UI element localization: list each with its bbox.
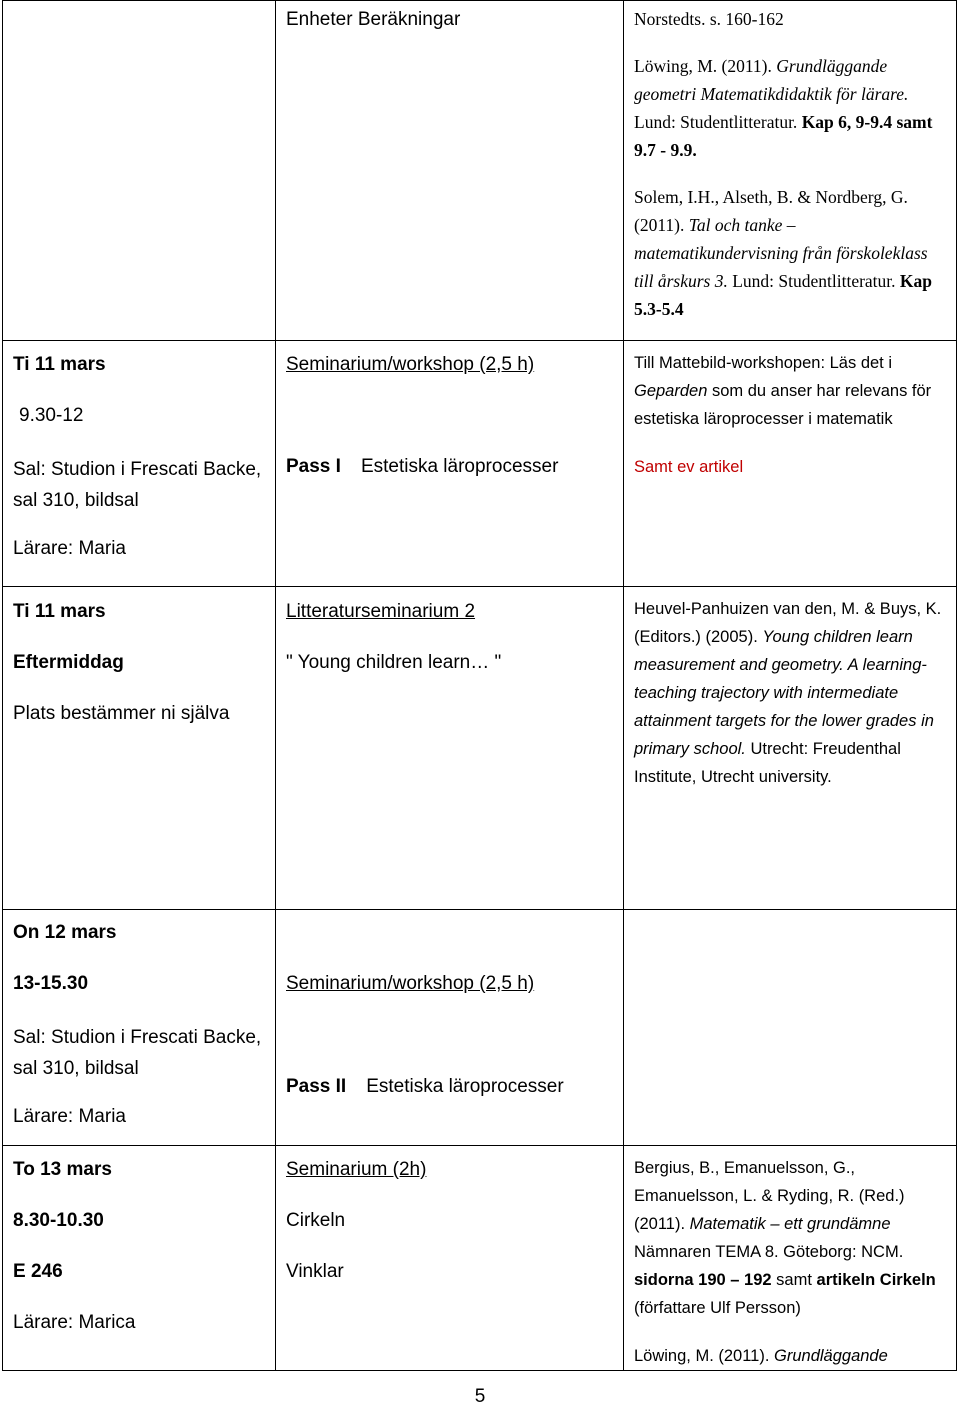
row2-date-cell <box>3 341 276 587</box>
row4-literature-cell <box>624 910 957 1146</box>
time-label: 8.30-10.30 <box>13 1210 104 1231</box>
table-row <box>3 587 957 910</box>
table-row <box>3 910 957 1146</box>
activity-heading: Seminarium/workshop (2,5 h) <box>286 973 535 994</box>
teacher-label: Lärare: Marica <box>13 1312 136 1333</box>
activity-title: Enheter Beräkningar <box>286 9 461 30</box>
reference-heuvel: Heuvel-Panhuizen van den, M. & Buys, K. (Editors.) (2005). Young children learn measurement and geometry. A learning-teaching trajectory with intermediate attainment targets for the lower grades in primary school. Utrecht: Freudenthal Institute, Utrecht university. <box>634 600 942 786</box>
table-row <box>3 1146 957 1371</box>
page-number: 5 <box>474 1386 486 1407</box>
pass-line: Pass II Estetiska läroprocesser <box>286 1076 564 1097</box>
row3-activity-cell <box>276 587 624 910</box>
row2-literature-cell <box>624 341 957 587</box>
room-label: E 246 <box>13 1261 63 1282</box>
table-row <box>3 341 957 587</box>
seminar-topic: " Young children learn… " <box>286 652 502 673</box>
activity-heading: Seminarium (2h) <box>286 1159 427 1180</box>
teacher-label: Lärare: Maria <box>13 538 126 559</box>
place-label: Plats bestämmer ni själva <box>13 703 230 724</box>
day-label: Ti 11 mars <box>13 354 106 375</box>
row5-literature-cell <box>624 1146 957 1371</box>
row3-date-cell <box>3 587 276 910</box>
schedule-table <box>2 0 957 1371</box>
activity-heading: Litteraturseminarium 2 <box>286 601 476 622</box>
topic-vinklar: Vinklar <box>286 1261 344 1282</box>
row1-literature-cell <box>624 1 957 341</box>
reference-solem: Solem, I.H., Alseth, B. & Nordberg, G. (2011). Tal och tanke – matematikundervisning från förskoleklass till årskurs 3. Lund: Studentlitteratur. Kap 5.3-5.4 <box>634 187 933 319</box>
row5-activity-cell <box>276 1146 624 1371</box>
row3-literature-cell <box>624 587 957 910</box>
reference-bergius: Bergius, B., Emanuelsson, G., Emanuelsson, L. & Ryding, R. (Red.) (2011). Matematik – ett grundämne Nämnaren TEMA 8. Göteborg: NCM. sidorna 190 – 192 samt artikeln Cirkeln (författare Ulf Persson) <box>634 1159 936 1317</box>
row2-activity-cell <box>276 341 624 587</box>
extra-article-note: Samt ev artikel <box>634 458 744 476</box>
day-label: On 12 mars <box>13 922 117 943</box>
row1-activity-cell <box>276 1 624 341</box>
reference-line: Norstedts. s. 160-162 <box>634 9 784 29</box>
table-row <box>3 1 957 341</box>
activity-heading: Seminarium/workshop (2,5 h) <box>286 354 535 375</box>
row4-activity-cell <box>276 910 624 1146</box>
day-label: To 13 mars <box>13 1159 112 1180</box>
pass-line: Pass I Estetiska läroprocesser <box>286 456 559 477</box>
row5-date-cell <box>3 1146 276 1371</box>
reading-instruction: Till Mattebild-workshopen: Läs det i Geparden som du anser har relevans för estetiska läroprocesser i matematik <box>634 354 932 428</box>
topic-cirkeln: Cirkeln <box>286 1210 346 1231</box>
place-label: Sal: Studion i Frescati Backe, sal 310, bildsal <box>13 459 262 511</box>
place-label: Sal: Studion i Frescati Backe, sal 310, bildsal <box>13 1027 262 1079</box>
time-label: 13-15.30 <box>13 973 89 994</box>
reference-lowing: Löwing, M. (2011). Grundläggande geometri Matematikdidaktik för lärare. Lund: Studentlitteratur. Kap 6, 9-9.4 samt 9.7 - 9.9. <box>634 56 933 160</box>
reference-lowing-continued: Löwing, M. (2011). Grundläggande <box>634 1347 888 1365</box>
time-label: 9.30-12 <box>19 405 84 426</box>
time-label: Eftermiddag <box>13 652 124 673</box>
row1-date-cell <box>3 1 276 341</box>
day-label: Ti 11 mars <box>13 601 106 622</box>
row4-date-cell <box>3 910 276 1146</box>
teacher-label: Lärare: Maria <box>13 1106 126 1127</box>
